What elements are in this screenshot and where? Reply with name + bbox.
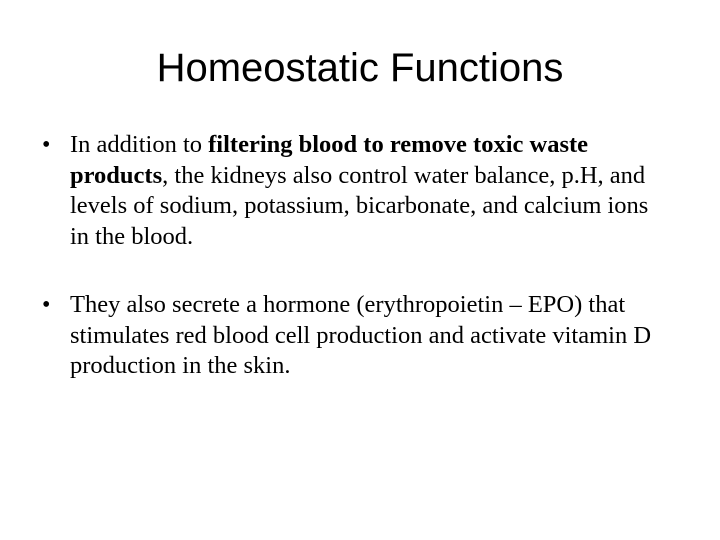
bullet-text [70, 131, 648, 250]
bullet-list [42, 130, 672, 382]
bullet-item [42, 130, 672, 252]
text-run-bold: filtering blood to remove toxic waste products [70, 131, 589, 189]
bullet-marker: • [42, 132, 51, 158]
bullet-item [42, 290, 672, 382]
text-run: In addition to [70, 131, 209, 158]
bullet-marker: • [42, 292, 51, 318]
text-run: , the kidneys also control water balance, p.H, and levels of sodium, potassium, bicarbonate, and calcium ions in the blood. [70, 161, 649, 250]
slide-title: Homeostatic Functions [156, 46, 564, 90]
bullet-text [70, 291, 651, 379]
text-run: They also secrete a hormone (erythropoietin – EPO) that stimulates red blood cell production and activate vitamin D production in the skin. [70, 291, 652, 379]
